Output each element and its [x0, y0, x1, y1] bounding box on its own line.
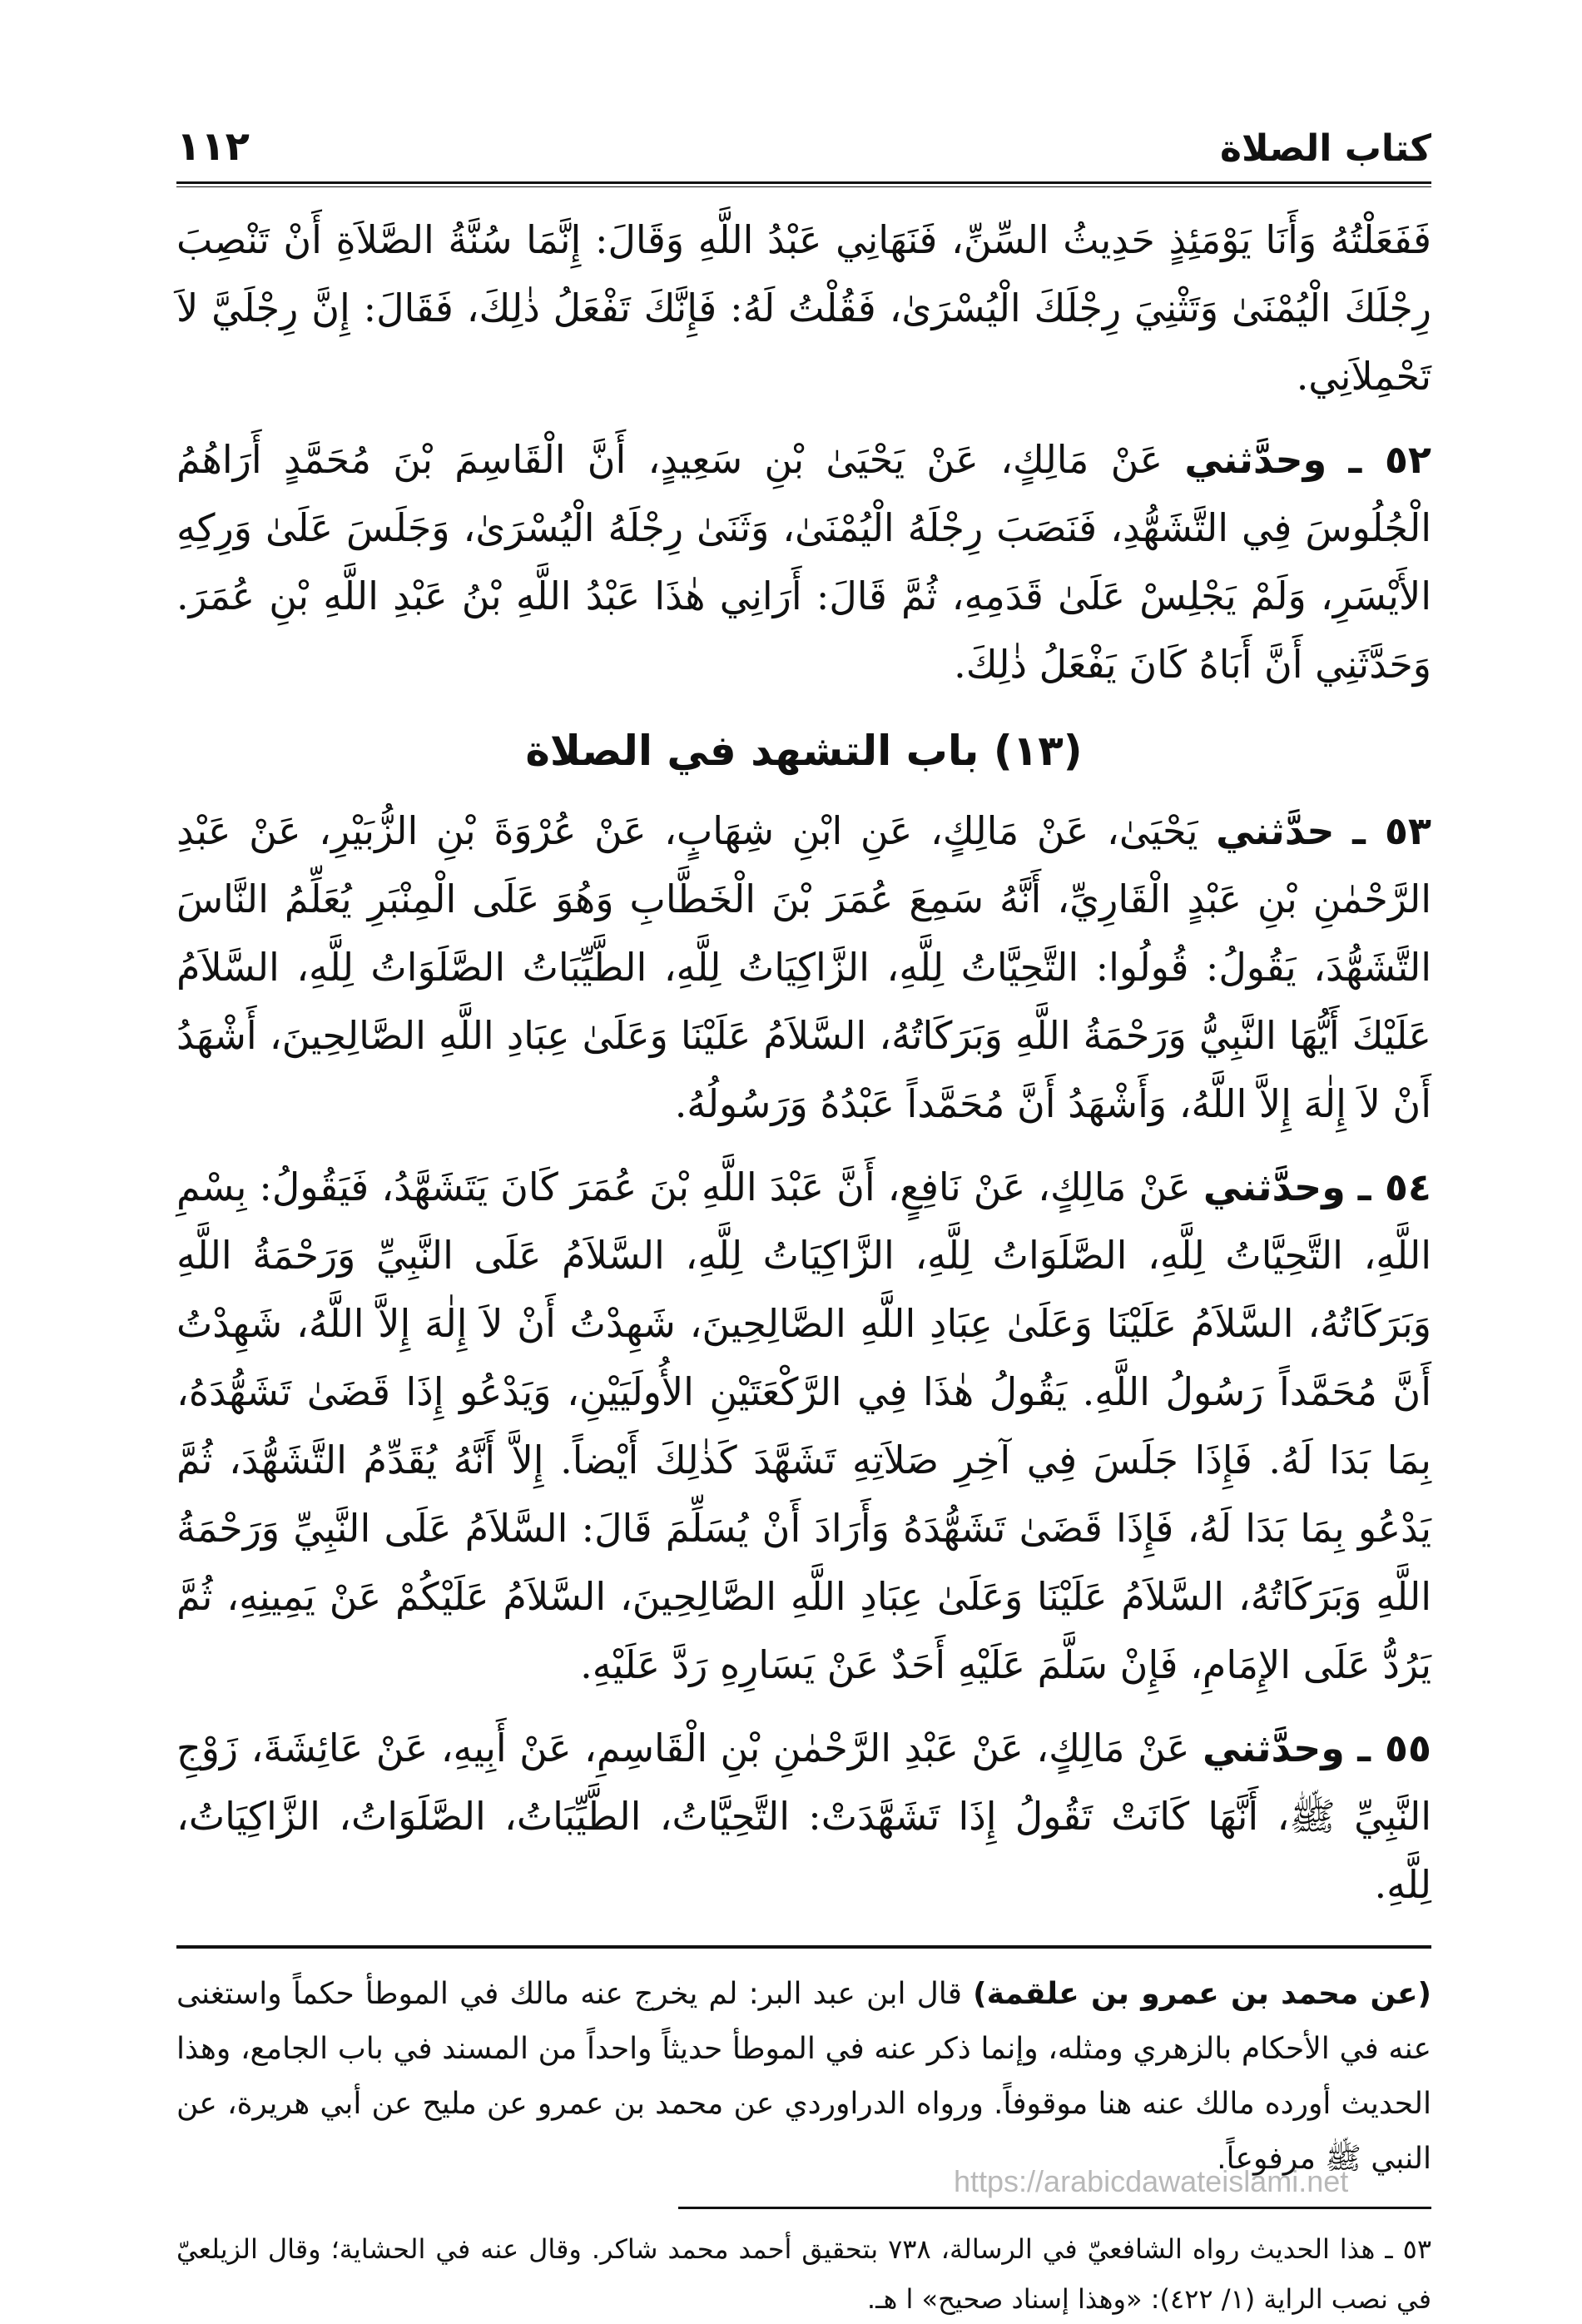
commentary	[176, 1967, 1431, 2187]
main-text	[176, 206, 1431, 1919]
header-rule-thin	[176, 186, 1431, 187]
hadith-text: عَنْ مَالِكٍ، عَنْ يَحْيَىٰ بْنِ سَعِيدٍ، أَنَّ الْقَاسِمَ بْنَ مُحَمَّدٍ أَرَاهُمُ الْجُلُوسَ فِي التَّشَهُّدِ، فَنَصَبَ رِجْلَهُ الْيُمْنَىٰ، وَثَنَىٰ رِجْلَهُ الْيُسْرَىٰ، وَجَلَسَ عَلَىٰ وَرِكِهِ الأَيْسَرِ، وَلَمْ يَجْلِسْ عَلَىٰ قَدَمِهِ، ثُمَّ قَالَ: أَرَانِي هٰذَا عَبْدُ اللَّهِ بْنُ عَبْدِ اللَّهِ بْنِ عُمَرَ. وَحَدَّثَنِي أَنَّ أَبَاهُ كَانَ يَفْعَلُ ذٰلِكَ.	[176, 437, 1431, 687]
chapter-heading: (١٣) باب التشهد في الصلاة	[525, 727, 1083, 775]
paragraph-continuation	[176, 206, 1431, 410]
book-title: كتاب الصلاة	[1220, 127, 1431, 170]
hadith-text: عَنْ مَالِكٍ، عَنْ عَبْدِ الرَّحْمٰنِ بْنِ الْقَاسِمِ، عَنْ أَبِيهِ، عَنْ عَائِشَةَ، زَوْجِ النَّبِيِّ ﷺ، أَنَّهَا كَانَتْ تَقُولُ إِذَا تَشَهَّدَتْ: التَّحِيَّاتُ، الطَّيِّبَاتُ، الصَّلَوَاتُ، الزَّاكِيَاتُ، لِلَّهِ.	[176, 1726, 1431, 1907]
footnote-rule	[678, 2207, 1431, 2209]
paragraph-text: فَفَعَلْتُهُ وَأَنَا يَوْمَئِذٍ حَدِيثُ السِّنِّ، فَنَهَانِي عَبْدُ اللَّهِ وَقَالَ: إِنَّمَا سُنَّةُ الصَّلاَةِ أَنْ تَنْصِبَ رِجْلَكَ الْيُمْنَىٰ وَتَثْنِيَ رِجْلَكَ الْيُسْرَىٰ، فَقُلْتُ لَهُ: فَإِنَّكَ تَفْعَلُ ذٰلِكَ، فَقَالَ: إِنَّ رِجْلَيَّ لاَ تَحْمِلاَنِي.	[176, 217, 1431, 399]
hadith-lead: وحدَّثني	[1184, 437, 1327, 482]
hadith-55	[176, 1714, 1431, 1919]
header-rule	[176, 181, 1431, 184]
hadith-53	[176, 797, 1431, 1138]
commentary-rule	[176, 1945, 1431, 1949]
book-page	[176, 100, 1431, 2324]
hadith-lead: وحدَّثني	[1202, 1726, 1345, 1770]
page-header	[176, 100, 1431, 170]
hadith-lead: وحدَّثني	[1203, 1164, 1346, 1209]
hadith-number: ٥٤ ـ	[1357, 1164, 1432, 1209]
hadith-number: ٥٢ ـ	[1348, 437, 1432, 482]
hadith-text: عَنْ مَالِكٍ، عَنْ نَافِعٍ، أَنَّ عَبْدَ اللَّهِ بْنَ عُمَرَ كَانَ يَتَشَهَّدُ، فَيَقُولُ: بِسْمِ اللَّهِ، التَّحِيَّاتُ لِلَّهِ، الصَّلَوَاتُ لِلَّهِ، الزَّاكِيَاتُ لِلَّهِ، السَّلاَمُ عَلَى النَّبِيِّ وَرَحْمَةُ اللَّهِ وَبَرَكَاتُهُ، السَّلاَمُ عَلَيْنَا وَعَلَىٰ عِبَادِ اللَّهِ الصَّالِحِينَ، شَهِدْتُ أَنْ لاَ إِلٰهَ إِلاَّ اللَّهُ، شَهِدْتُ أَنَّ مُحَمَّداً رَسُولُ اللَّهِ. يَقُولُ هٰذَا فِي الرَّكْعَتَيْنِ الأُولَيَيْنِ، وَيَدْعُو إِذَا قَضَىٰ تَشَهُّدَهُ، بِمَا بَدَا لَهُ. فَإِذَا جَلَسَ فِي آخِرِ صَلاَتِهِ تَشَهَّدَ كَذٰلِكَ أَيْضاً. إِلاَّ أَنَّهُ يُقَدِّمُ التَّشَهُّدَ، ثُمَّ يَدْعُو بِمَا بَدَا لَهُ، فَإِذَا قَضَىٰ تَشَهُّدَهُ وَأَرَادَ أَنْ يُسَلِّمَ قَالَ: السَّلاَمُ عَلَى النَّبِيِّ وَرَحْمَةُ اللَّهِ وَبَرَكَاتُهُ، السَّلاَمُ عَلَيْنَا وَعَلَىٰ عِبَادِ اللَّهِ الصَّالِحِينَ، السَّلاَمُ عَلَيْكُمْ عَنْ يَمِينِهِ، ثُمَّ يَرُدُّ عَلَى الإِمَامِ، فَإِنْ سَلَّمَ عَلَيْهِ أَحَدٌ عَنْ يَسَارِهِ رَدَّ عَلَيْهِ.	[176, 1164, 1431, 1687]
footnote: ٥٣ ـ هذا الحديث رواه الشافعيّ في الرسالة، ٧٣٨ بتحقيق أحمد محمد شاكر. وقال عنه في الحشاية؛ وقال الزيلعيّ في نصب الراية (١/ ٤٢٢): «وهذا إسناد صحيح» ا هـ.	[176, 2233, 1432, 2315]
page-number: ١١٢	[176, 123, 250, 170]
hadith-54	[176, 1153, 1431, 1699]
hadith-lead: حدَّثني	[1216, 808, 1335, 853]
commentary-lead: (عن محمد بن عمرو بن علقمة)	[973, 1977, 1431, 2011]
hadith-text: يَحْيَىٰ، عَنْ مَالِكٍ، عَنِ ابْنِ شِهَابٍ، عَنْ عُرْوَةَ بْنِ الزُّبَيْرِ، عَنْ عَبْدِ الرَّحْمٰنِ بْنِ عَبْدٍ الْقَارِيِّ، أَنَّهُ سَمِعَ عُمَرَ بْنَ الْخَطَّابِ وَهُوَ عَلَى الْمِنْبَرِ يُعَلِّمُ النَّاسَ التَّشَهُّدَ، يَقُولُ: قُولُوا: التَّحِيَّاتُ لِلَّهِ، الزَّاكِيَاتُ لِلَّهِ، الطَّيِّبَاتُ الصَّلَوَاتُ لِلَّهِ، السَّلاَمُ عَلَيْكَ أَيُّهَا النَّبِيُّ وَرَحْمَةُ اللَّهِ وَبَرَكَاتُهُ، السَّلاَمُ عَلَيْنَا وَعَلَىٰ عِبَادِ اللَّهِ الصَّالِحِينَ، أَشْهَدُ أَنْ لاَ إِلٰهَ إِلاَّ اللَّهُ، وَأَشْهَدُ أَنَّ مُحَمَّداً عَبْدُهُ وَرَسُولُهُ.	[176, 808, 1431, 1126]
hadith-52	[176, 425, 1431, 698]
hadith-number: ٥٣ ـ	[1352, 808, 1431, 853]
commentary-text: قال ابن عبد البر: لم يخرج عنه مالك في الموطأ حكماً واستغنى عنه في الأحكام بالزهري ومثله، وإنما ذكر عنه في الموطأ حديثاً واحداً من المسند في باب الجامع، وهذا الحديث أورده مالك عنه هنا موقوفاً. ورواه الدراوردي عن محمد بن عمرو عن مليح عن أبي هريرة، عن النبي ﷺ مرفوعاً.	[176, 1977, 1431, 2176]
watermark-url: https://arabicdawateislami.net	[954, 2164, 1349, 2198]
hadith-number: ٥٥ ـ	[1357, 1726, 1432, 1770]
